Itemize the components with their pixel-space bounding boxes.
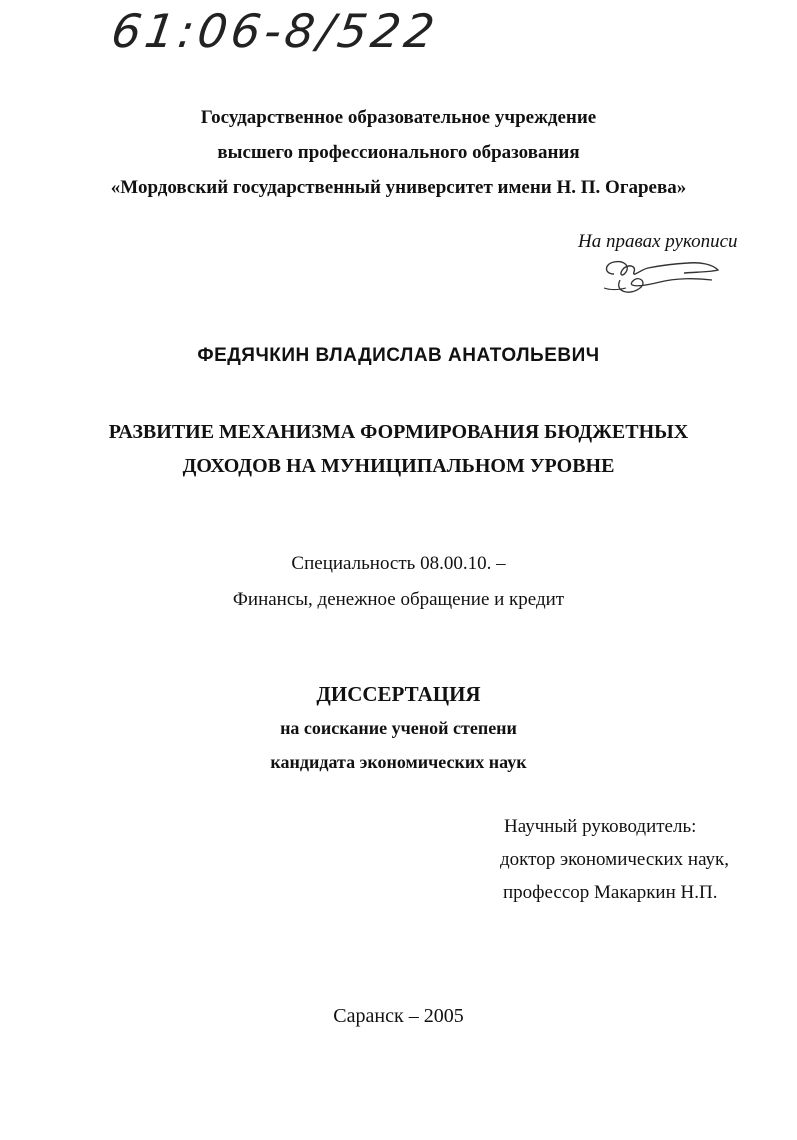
institution-line-1: Государственное образовательное учреждение bbox=[200, 107, 597, 128]
supervisor-name: профессор Макаркин Н.П. bbox=[503, 882, 718, 903]
author-name: ФЕДЯЧКИН ВЛАДИСЛАВ АНАТОЛЬЕВИЧ bbox=[197, 345, 600, 366]
dissertation-line-1: на соискание ученой степени bbox=[280, 718, 517, 738]
specialty-line-2: Финансы, денежное обращение и кредит bbox=[232, 589, 565, 610]
author-signature bbox=[600, 252, 730, 298]
specialty-block bbox=[0, 546, 797, 618]
thesis-title-line-1: РАЗВИТИЕ МЕХАНИЗМА ФОРМИРОВАНИЯ БЮДЖЕТНЫХ bbox=[108, 421, 689, 443]
specialty-line-1: Специальность 08.00.10. – bbox=[291, 553, 506, 574]
supervisor-label: Научный руководитель: bbox=[504, 816, 697, 837]
institution-line-3: «Мордовский государственный университет имени Н. П. Огарева» bbox=[110, 177, 687, 198]
place-year: Саранск – 2005 bbox=[333, 1005, 464, 1027]
archive-number: 61:06-8/522 bbox=[108, 4, 442, 58]
dissertation-line-2: кандидата экономических наук bbox=[270, 752, 527, 772]
dissertation-block bbox=[0, 677, 797, 779]
supervisor-degree: доктор экономических наук, bbox=[500, 849, 730, 870]
dissertation-heading: ДИССЕРТАЦИЯ bbox=[316, 682, 481, 706]
institution-line-2: высшего профессионального образования bbox=[217, 142, 580, 163]
institution-block bbox=[0, 100, 797, 205]
thesis-title-line-2: ДОХОДОВ НА МУНИЦИПАЛЬНОМ УРОВНЕ bbox=[182, 455, 615, 477]
supervisor-block bbox=[500, 810, 729, 909]
manuscript-rights: На правах рукописи bbox=[578, 231, 738, 252]
thesis-title bbox=[0, 415, 797, 483]
